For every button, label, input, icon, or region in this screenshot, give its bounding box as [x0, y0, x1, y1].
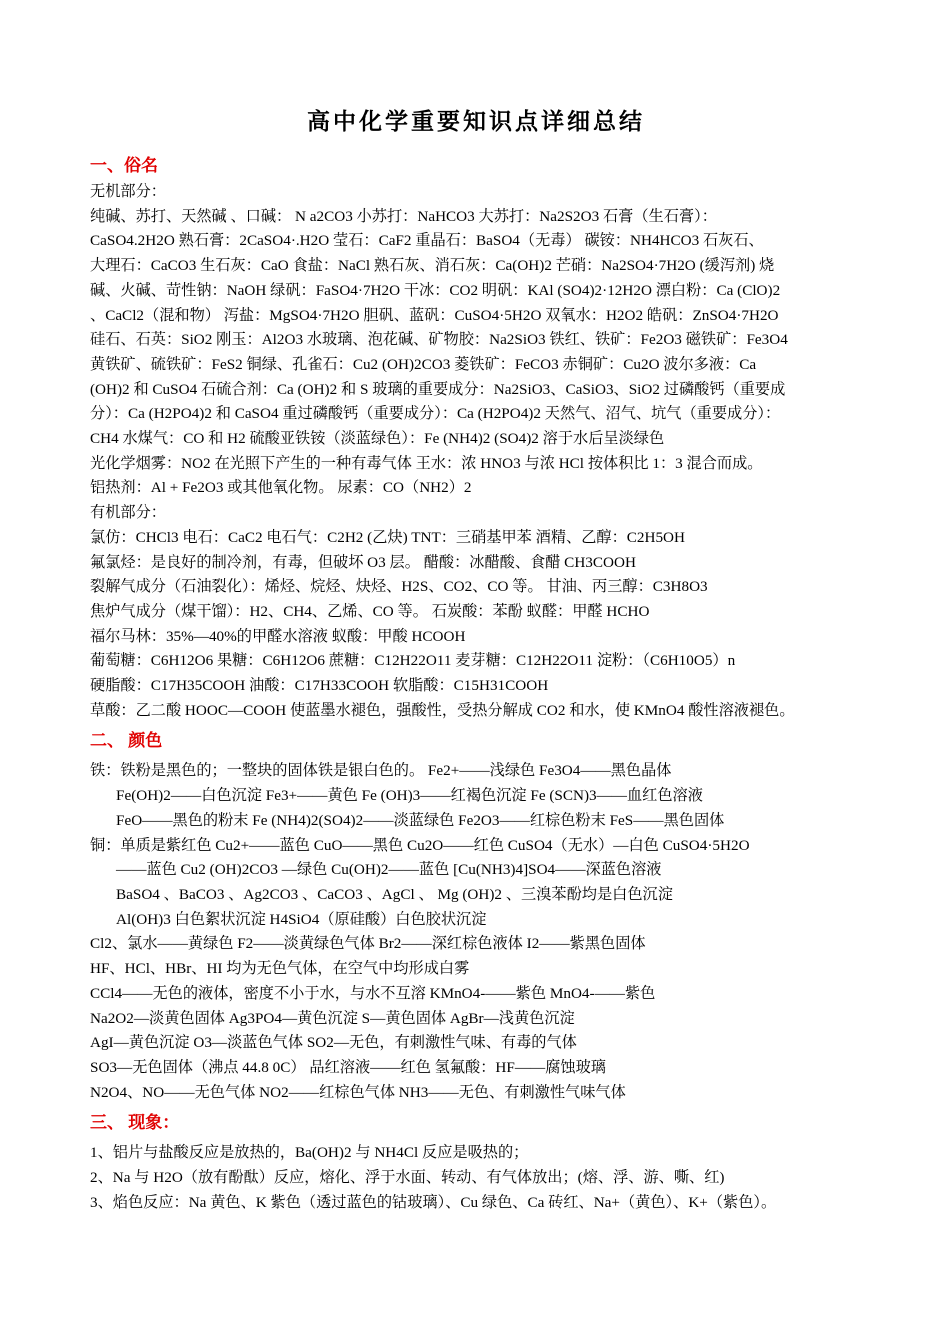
text-line: 纯碱、苏打、天然碱 、口碱： N a2CO3 小苏打：NaHCO3 大苏打：Na2S2O3 石膏（生石膏）： [90, 207, 717, 225]
text-line: 福尔马林：35%—40%的甲醛水溶液 蚁酸：甲酸 HCOOH [90, 627, 466, 645]
text-line: CaSO4.2H2O 熟石膏：2CaSO4·.H2O 莹石：CaF2 重晶石：BaSO4（无毒） 碳铵：NH4HCO3 石灰石、 [90, 232, 764, 250]
document-title: 高中化学重要知识点详细总结 [307, 109, 645, 134]
text-line: Na2O2—淡黄色固体 Ag3PO4—黄色沉淀 S—黄色固体 AgBr—浅黄色沉淀 [90, 1009, 575, 1027]
text-line: N2O4、NO——无色气体 NO2——红棕色气体 NH3——无色、有刺激性气味气体 [90, 1083, 626, 1101]
text-line: 分）：Ca (H2PO4)2 和 CaSO4 重过磷酸钙（重要成分）：Ca (H2PO4)2 天然气、沼气、坑气（重要成分）： [90, 405, 781, 423]
text-line: SO3—无色固体（沸点 44.8 0C） 品红溶液——红色 氢氟酸：HF——腐蚀玻璃 [90, 1058, 606, 1076]
text-line: HF、HCl、HBr、HI 均为无色气体，在空气中均形成白雾 [90, 960, 470, 978]
text-line: 裂解气成分（石油裂化）：烯烃、烷烃、炔烃、H2S、CO2、CO 等。 甘油、丙三醇：C3H8O3 [90, 578, 708, 596]
text-line: Fe(OH)2——白色沉淀 Fe3+——黄色 Fe (OH)3——红褐色沉淀 Fe (SCN)3——血红色溶液 [116, 787, 703, 805]
text-line: 氟氯烃：是良好的制冷剂，有毒，但破坏 O3 层。 醋酸：冰醋酸、食醋 CH3COOH [90, 553, 636, 571]
text-line: 、CaCl2（混和物） 泻盐：MgSO4·7H2O 胆矾、蓝矾：CuSO4·5H2O 双氧水：H2O2 皓矾：ZnSO4·7H2O [90, 306, 779, 324]
text-line: (OH)2 和 CuSO4 石硫合剂：Ca (OH)2 和 S 玻璃的重要成分：Na2SiO3、CaSiO3、SiO2 过磷酸钙（重要成 [90, 380, 786, 398]
text-line: Cl2、氯水——黄绿色 F2——淡黄绿色气体 Br2——深红棕色液体 I2——紫黑色固体 [90, 935, 646, 953]
section-heading-phenomena: 三、 现象： [90, 1113, 180, 1133]
text-line: CH4 水煤气：CO 和 H2 硫酸亚铁铵（淡蓝绿色）：Fe (NH4)2 (SO4)2 溶于水后呈淡绿色 [90, 430, 665, 448]
text-line: CCl4——无色的液体，密度不小于水，与水不互溶 KMnO4-——紫色 MnO4-——紫色 [90, 984, 656, 1002]
text-line: 葡萄糖：C6H12O6 果糖：C6H12O6 蔗糖：C12H22O11 麦芽糖：C12H22O11 淀粉：（C6H10O5）n [90, 652, 736, 670]
text-line: 硅石、石英：SiO2 刚玉：Al2O3 水玻璃、泡花碱、矿物胶：Na2SiO3 铁红、铁矿：Fe2O3 磁铁矿：Fe3O4 [90, 331, 788, 349]
text-line: 3、焰色反应：Na 黄色、K 紫色（透过蓝色的钴玻璃）、Cu 绿色、Ca 砖红、Na+（黄色）、K+（紫色）。 [90, 1193, 777, 1211]
text-line: 氯仿：CHCl3 电石：CaC2 电石气：C2H2 (乙炔) TNT：三硝基甲苯 酒精、乙醇：C2H5OH [90, 528, 685, 546]
text-line: 草酸：乙二酸 HOOC—COOH 使蓝墨水褪色，强酸性，受热分解成 CO2 和水，使 KMnO4 酸性溶液褪色。 [90, 701, 795, 719]
text-line: AgI—黄色沉淀 O3—淡蓝色气体 SO2—无色，有刺激性气味、有毒的气体 [90, 1034, 577, 1052]
text-line: 铝热剂：Al + Fe2O3 或其他氧化物。 尿素：CO（NH2）2 [90, 479, 472, 497]
text-line: BaSO4 、BaCO3 、Ag2CO3 、CaCO3 、AgCl 、 Mg (OH)2 、三溴苯酚均是白色沉淀 [116, 885, 673, 903]
text-line: 铜：单质是紫红色 Cu2+——蓝色 CuO——黑色 Cu2O——红色 CuSO4（无水）—白色 CuSO4·5H2O [90, 836, 750, 854]
text-line: 有机部分： [90, 504, 166, 522]
text-line: FeO——黑色的粉末 Fe (NH4)2(SO4)2——淡蓝绿色 Fe2O3——红棕色粉末 FeS——黑色固体 [116, 811, 725, 829]
section-heading-colors: 二、 颜色 [90, 731, 163, 751]
text-line: 光化学烟雾：NO2 在光照下产生的一种有毒气体 王水：浓 HNO3 与浓 HCl 按体积比 1：3 混合而成。 [90, 454, 763, 472]
text-line: Al(OH)3 白色絮状沉淀 H4SiO4（原硅酸）白色胶状沉淀 [116, 910, 487, 928]
text-line: 1、铝片与盐酸反应是放热的，Ba(OH)2 与 NH4Cl 反应是吸热的； [90, 1144, 529, 1162]
text-line: 黄铁矿、硫铁矿：FeS2 铜绿、孔雀石：Cu2 (OH)2CO3 菱铁矿：FeCO3 赤铜矿：Cu2O 波尔多液：Ca [90, 355, 757, 373]
text-line: 铁：铁粉是黑色的；一整块的固体铁是银白色的。 Fe2+——浅绿色 Fe3O4——黑色晶体 [90, 762, 672, 780]
text-line: 硬脂酸：C17H35COOH 油酸：C17H33COOH 软脂酸：C15H31COOH [90, 677, 549, 695]
text-line: 2、Na 与 H2O（放有酚酞）反应，熔化、浮于水面、转动、有气体放出；(熔、浮、游、嘶、红) [90, 1169, 725, 1187]
text-line: 无机部分： [90, 183, 166, 200]
text-line: 碱、火碱、苛性钠：NaOH 绿矾：FaSO4·7H2O 干冰：CO2 明矾：KAl (SO4)2·12H2O 漂白粉：Ca (ClO)2 [90, 281, 781, 299]
text-line: 焦炉气成分（煤干馏）：H2、CH4、乙烯、CO 等。 石炭酸：苯酚 蚁醛：甲醛 HCHO [90, 602, 650, 620]
section-heading-names: 一、俗名 [90, 156, 158, 175]
text-line: ——蓝色 Cu2 (OH)2CO3 —绿色 Cu(OH)2——蓝色 [Cu(NH3)4]SO4——深蓝色溶液 [116, 861, 662, 879]
document-page [90, 104, 862, 1215]
text-line: 大理石：CaCO3 生石灰：CaO 食盐：NaCl 熟石灰、消石灰：Ca(OH)2 芒硝：Na2SO4·7H2O (缓泻剂) 烧 [90, 257, 775, 275]
